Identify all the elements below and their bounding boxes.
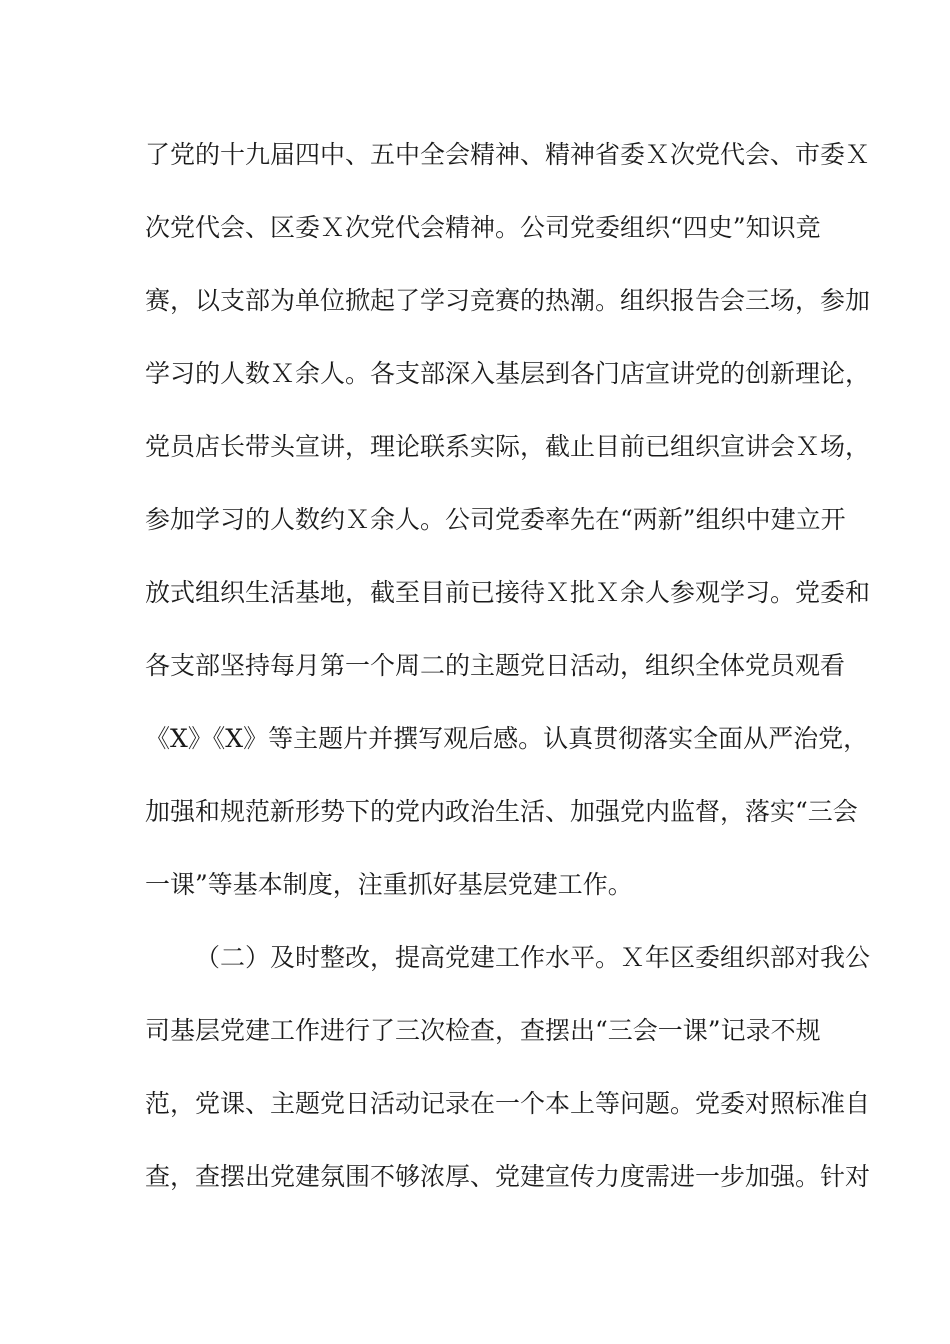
text-line: 《X》《X》等主题片并撰写观后感。认真贯彻落实全面从严治党， xyxy=(145,724,869,753)
text-line: 参加学习的人数约Ｘ余人。公司党委率先在“两新”组织中建立开 xyxy=(145,505,846,534)
paragraph-end-line: 一课”等基本制度，注重抓好基层党建工作。 xyxy=(145,870,633,899)
text-line: 各支部坚持每月第一个周二的主题党日活动，组织全体党员观看 xyxy=(145,651,846,680)
text-line: 党员店长带头宣讲，理论联系实际，截止目前已组织宣讲会Ｘ场， xyxy=(145,432,871,461)
text-line: 加强和规范新形势下的党内政治生活、加强党内监督，落实“三会 xyxy=(145,797,858,826)
text-line: 查，查摆出党建氛围不够浓厚、党建宣传力度需进一步加强。针对 xyxy=(145,1162,871,1191)
text-line: 学习的人数Ｘ余人。各支部深入基层到各门店宣讲党的创新理论， xyxy=(145,359,871,388)
text-line: 范，党课、主题党日活动记录在一个本上等问题。党委对照标准自 xyxy=(145,1089,871,1118)
text-line: 次党代会、区委Ｘ次党代会精神。公司党委组织“四史”知识竞 xyxy=(145,213,821,242)
section-heading-line: （二）及时整改，提高党建工作水平。Ｘ年区委组织部对我公 xyxy=(195,943,871,972)
text-line: 了党的十九届四中、五中全会精神、精神省委Ｘ次党代会、市委Ｘ xyxy=(145,140,871,169)
text-line: 放式组织生活基地，截至目前已接待Ｘ批Ｘ余人参观学习。党委和 xyxy=(145,578,871,607)
text-line: 赛，以支部为单位掀起了学习竞赛的热潮。组织报告会三场，参加 xyxy=(145,286,871,315)
text-line: 司基层党建工作进行了三次检查，查摆出“三会一课”记录不规 xyxy=(145,1016,821,1045)
